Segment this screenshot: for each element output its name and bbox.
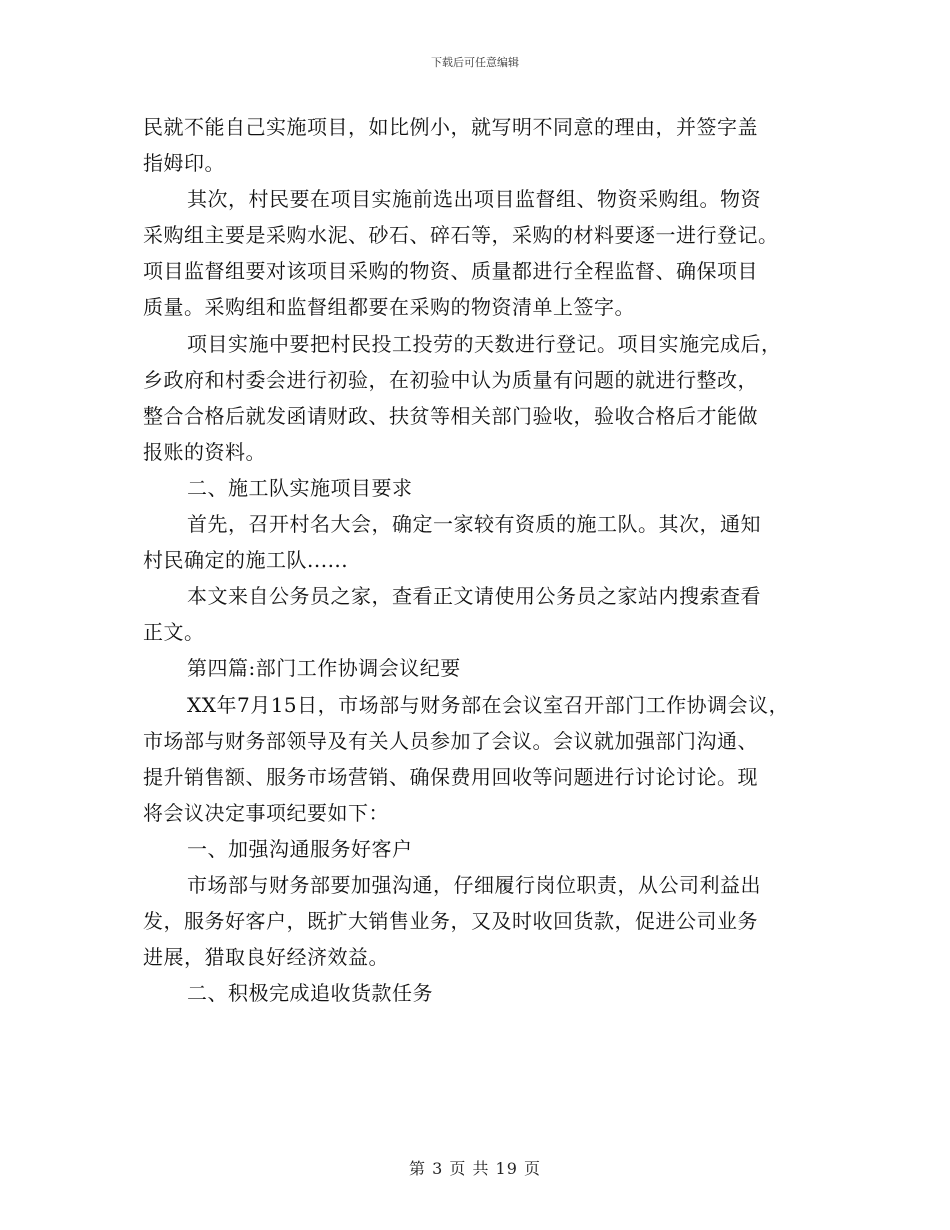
- section-heading: 二、积极完成追收货款任务: [187, 981, 433, 1006]
- text-line: 质量。采购组和监督组都要在采购的物资清单上签字。: [143, 295, 635, 320]
- text-line: 将会议决定事项纪要如下：: [143, 800, 389, 825]
- section-heading: 一、加强沟通服务好客户: [187, 836, 413, 861]
- text-line: XX年7月15日，市场部与财务部在会议室召开部门工作协调会议，: [187, 692, 790, 717]
- text-line: 其次，村民要在项目实施前选出项目监督组、物资采购组。物资: [187, 187, 761, 212]
- text-line: 市场部与财务部要加强沟通，仔细履行岗位职责，从公司利益出: [187, 872, 761, 897]
- text-line: 发，服务好客户，既扩大销售业务，又及时收回货款，促进公司业务: [143, 909, 758, 934]
- text-line: 采购组主要是采购水泥、砂石、碎石等，采购的材料要逐一进行登记。: [143, 223, 779, 248]
- document-body: [143, 109, 823, 1011]
- text-line: 本文来自公务员之家，查看正文请使用公务员之家站内搜索查看: [187, 584, 761, 609]
- text-line: 进展，猎取良好经济效益。: [143, 945, 389, 970]
- text-line: 首先，召开村名大会，确定一家较有资质的施工队。其次，通知: [187, 512, 761, 537]
- text-line: 项目实施中要把村民投工投劳的天数进行登记。项目实施完成后，: [187, 331, 782, 356]
- text-line: 市场部与财务部领导及有关人员参加了会议。会议就加强部门沟通、: [143, 728, 758, 753]
- text-line: 提升销售额、服务市场营销、确保费用回收等问题进行讨论讨论。现: [143, 764, 758, 789]
- section-heading: 二、施工队实施项目要求: [187, 475, 413, 500]
- text-line: 乡政府和村委会进行初验，在初验中认为质量有问题的就进行整改，: [143, 367, 758, 392]
- page-footer: 第 3 页 共 19 页: [409, 1159, 541, 1178]
- text-line: 民就不能自己实施项目，如比例小，就写明不同意的理由，并签字盖: [143, 115, 758, 139]
- page-header: 下载后可任意编辑: [431, 56, 519, 69]
- text-line: 村民确定的施工队......: [143, 548, 349, 573]
- text-line: 项目监督组要对该项目采购的物资、质量都进行全程监督、确保项目: [143, 259, 758, 284]
- text-line: 指姆印。: [143, 151, 225, 176]
- text-line: 正文。: [143, 620, 205, 645]
- text-line: 整合合格后就发函请财政、扶贫等相关部门验收，验收合格后才能做: [143, 403, 758, 428]
- article-title: 第四篇:部门工作协调会议纪要: [187, 656, 461, 681]
- text-line: 报账的资料。: [143, 439, 266, 464]
